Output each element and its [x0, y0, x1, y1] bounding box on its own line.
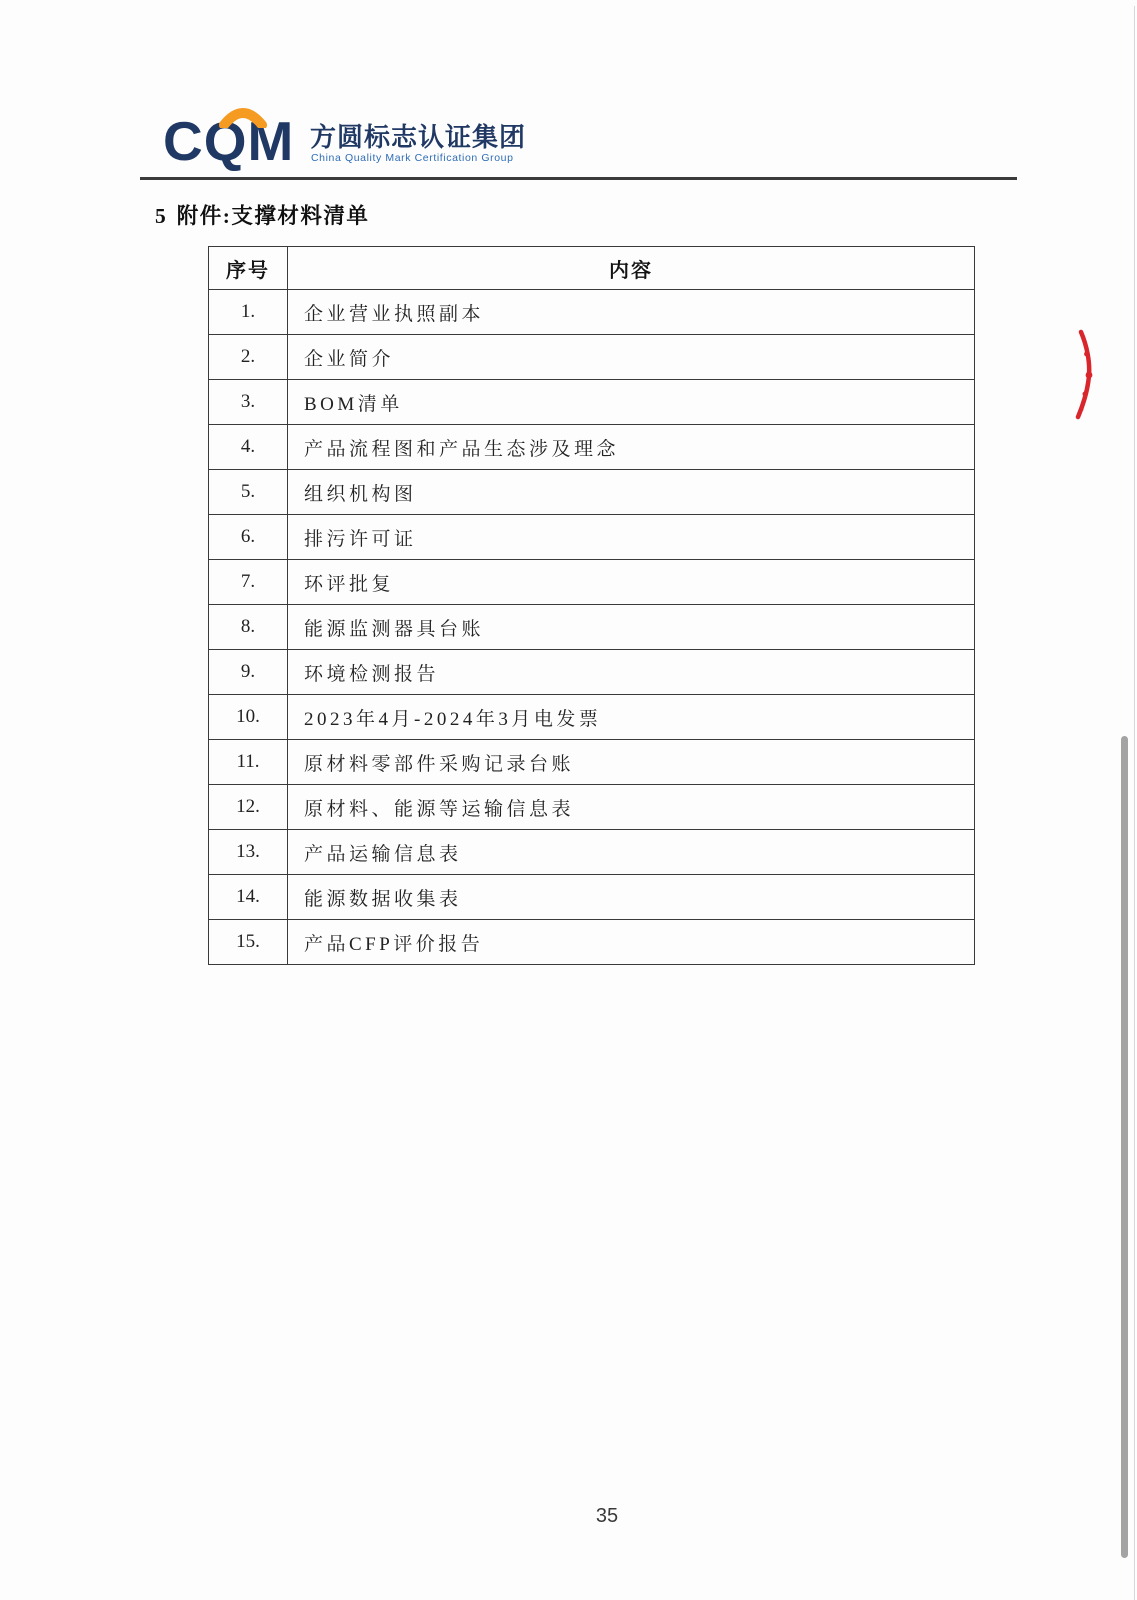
row-content: 能源监测器具台账 — [288, 605, 975, 650]
section-number: 5 — [155, 204, 166, 228]
row-content: 企业简介 — [288, 335, 975, 380]
row-number: 14. — [209, 875, 288, 920]
row-number: 4. — [209, 425, 288, 470]
logo-en-tagline: China Quality Mark Certification Group — [311, 152, 514, 164]
row-number: 9. — [209, 650, 288, 695]
table-row — [209, 785, 975, 830]
row-number: 2. — [209, 335, 288, 380]
table-row — [209, 695, 975, 740]
table-header-row — [209, 247, 975, 290]
row-content: 原材料、能源等运输信息表 — [288, 785, 975, 830]
header-divider-line — [140, 177, 1017, 180]
page-number: 35 — [595, 1505, 619, 1527]
row-content: 组织机构图 — [288, 470, 975, 515]
row-content: 2023年4月-2024年3月电发票 — [288, 695, 975, 740]
logo-cn-title: 方圆标志认证集团 — [310, 122, 527, 152]
table-row — [209, 560, 975, 605]
row-content: 产品运输信息表 — [288, 830, 975, 875]
row-content: 原材料零部件采购记录台账 — [288, 740, 975, 785]
table-row — [209, 830, 975, 875]
table-row — [209, 380, 975, 425]
table-row — [209, 515, 975, 560]
row-number: 7. — [209, 560, 288, 605]
table-row — [209, 470, 975, 515]
column-header-content: 内容 — [288, 247, 975, 290]
row-number: 8. — [209, 605, 288, 650]
row-number: 6. — [209, 515, 288, 560]
table-row — [209, 740, 975, 785]
cqm-wordmark: CQM — [163, 110, 295, 172]
materials-table-body — [209, 290, 975, 965]
row-number: 13. — [209, 830, 288, 875]
row-content: 产品CFP评价报告 — [288, 920, 975, 965]
page-edge-line — [1134, 6, 1136, 1600]
orange-arc-icon — [218, 106, 268, 128]
row-content: 能源数据收集表 — [288, 875, 975, 920]
row-number: 3. — [209, 380, 288, 425]
row-content: BOM清单 — [288, 380, 975, 425]
scrollbar-thumb[interactable] — [1121, 736, 1128, 1558]
row-content: 企业营业执照副本 — [288, 290, 975, 335]
row-number: 15. — [209, 920, 288, 965]
row-number: 5. — [209, 470, 288, 515]
row-content: 产品流程图和产品生态涉及理念 — [288, 425, 975, 470]
row-number: 10. — [209, 695, 288, 740]
row-content: 排污许可证 — [288, 515, 975, 560]
red-pen-mark — [1070, 324, 1100, 426]
row-content: 环境检测报告 — [288, 650, 975, 695]
column-header-no: 序号 — [209, 247, 288, 290]
row-number: 11. — [209, 740, 288, 785]
row-content: 环评批复 — [288, 560, 975, 605]
table-row — [209, 605, 975, 650]
row-number: 1. — [209, 290, 288, 335]
materials-table — [208, 246, 975, 965]
table-row — [209, 335, 975, 380]
table-row — [209, 290, 975, 335]
table-row — [209, 875, 975, 920]
section-title: 附件:支撑材料清单 — [176, 204, 370, 228]
row-number: 12. — [209, 785, 288, 830]
section-heading — [155, 199, 369, 230]
table-row — [209, 425, 975, 470]
table-row — [209, 920, 975, 965]
table-row — [209, 650, 975, 695]
